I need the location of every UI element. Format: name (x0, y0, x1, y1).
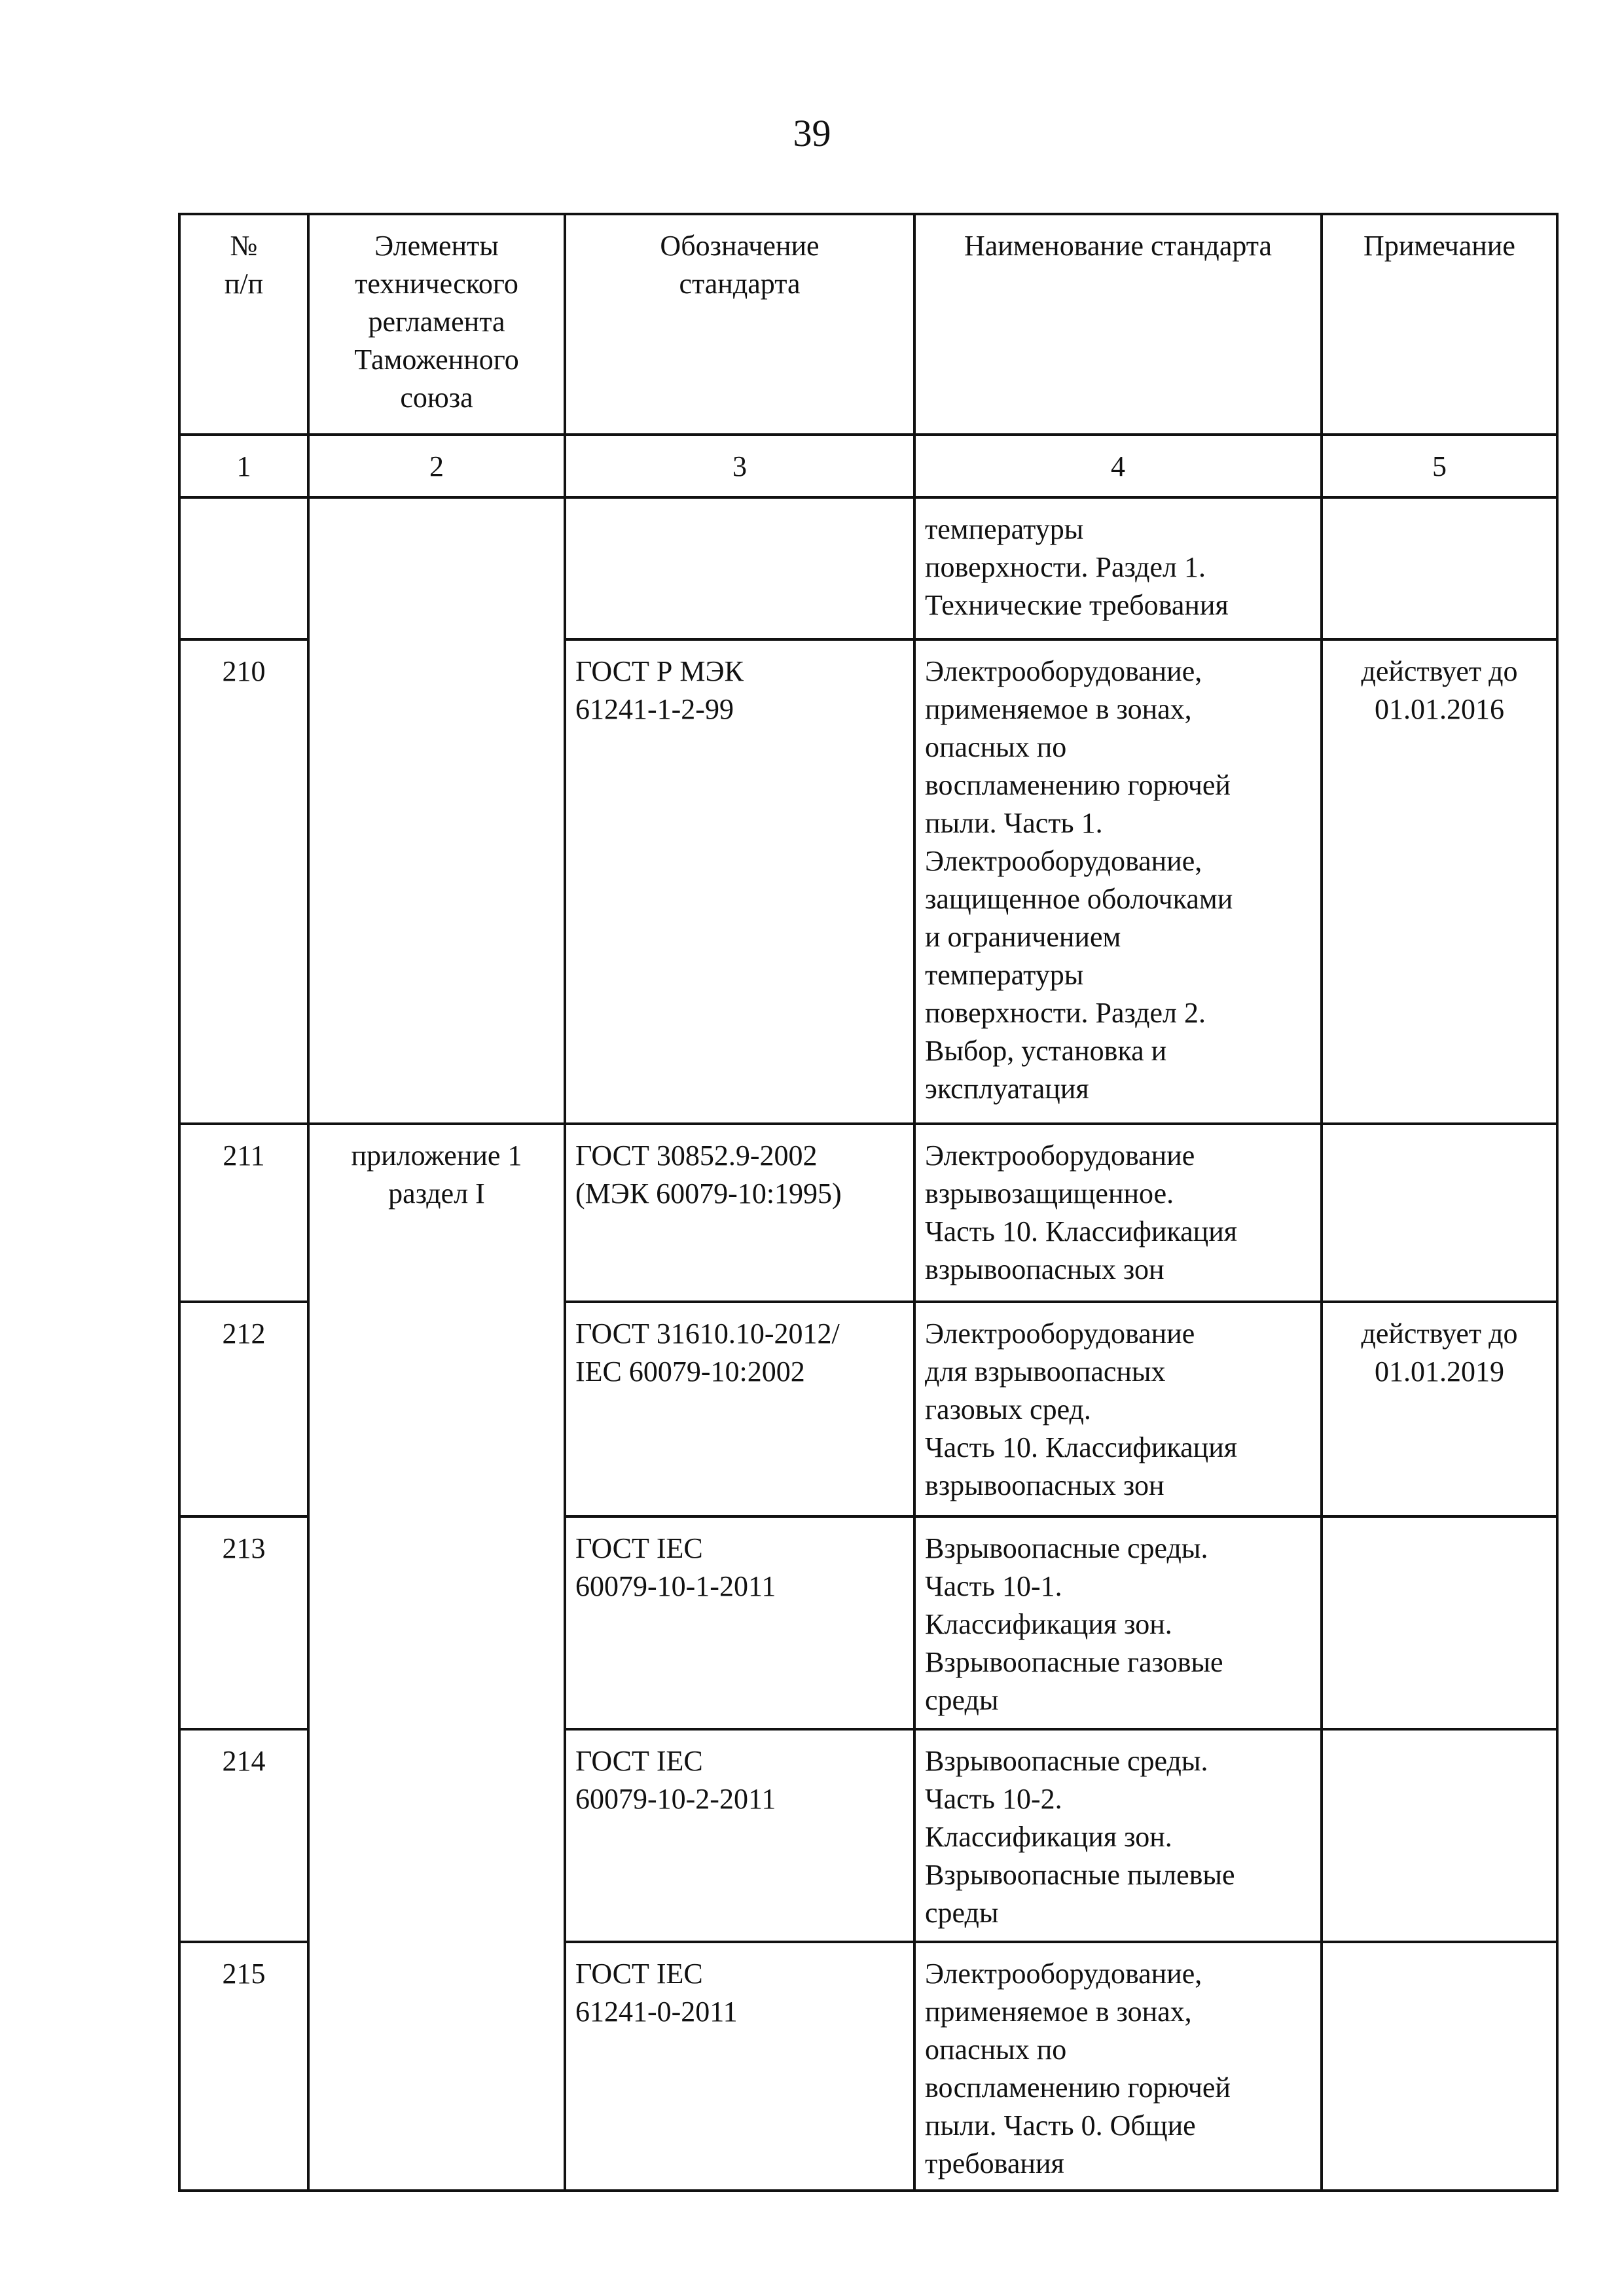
header-standard-designation: Обозначение стандарта (565, 214, 914, 435)
row-note (1322, 1729, 1557, 1942)
row-note: действует до 01.01.2019 (1322, 1302, 1557, 1516)
row-number: 213 (179, 1516, 308, 1729)
row-number (179, 497, 308, 639)
row-element (308, 497, 565, 1124)
row-number: 211 (179, 1124, 308, 1302)
page-number: 39 (793, 112, 831, 154)
column-numbers-row (179, 435, 1557, 497)
row-designation: ГОСТ 30852.9-2002 (МЭК 60079-10:1995) (565, 1124, 914, 1302)
row-standard-name: Взрывоопасные среды. Часть 10-2. Классификация зон. Взрывоопасные пылевые среды (914, 1729, 1322, 1942)
column-number: 5 (1322, 435, 1557, 497)
column-number: 3 (565, 435, 914, 497)
column-number: 2 (308, 435, 565, 497)
row-number: 214 (179, 1729, 308, 1942)
row-number: 212 (179, 1302, 308, 1516)
column-number: 4 (914, 435, 1322, 497)
table-row (179, 1124, 1557, 1302)
table-row (179, 497, 1557, 639)
row-note (1322, 1516, 1557, 1729)
row-designation: ГОСТ 31610.10-2012/ IEC 60079-10:2002 (565, 1302, 914, 1516)
column-number: 1 (179, 435, 308, 497)
row-note: действует до 01.01.2016 (1322, 639, 1557, 1124)
row-number: 210 (179, 639, 308, 1124)
row-standard-name: Электрооборудование взрывозащищенное. Часть 10. Классификация взрывоопасных зон (914, 1124, 1322, 1302)
row-standard-name: Электрооборудование для взрывоопасных газовых сред. Часть 10. Классификация взрывоопасных зон (914, 1302, 1322, 1516)
row-standard-name: температуры поверхности. Раздел 1. Технические требования (914, 497, 1322, 639)
row-designation: ГОСТ Р МЭК 61241-1-2-99 (565, 639, 914, 1124)
row-number: 215 (179, 1942, 308, 2191)
header-regulation-elements: Элементы технического регламента Таможенного союза (308, 214, 565, 435)
header-number: № п/п (179, 214, 308, 435)
row-note (1322, 497, 1557, 639)
row-standard-name: Электрооборудование, применяемое в зонах, опасных по воспламенению горючей пыли. Часть 0. Общие требования (914, 1942, 1322, 2191)
row-standard-name: Взрывоопасные среды. Часть 10-1. Классификация зон. Взрывоопасные газовые среды (914, 1516, 1322, 1729)
row-designation (565, 497, 914, 639)
row-standard-name: Электрооборудование, применяемое в зонах, опасных по воспламенению горючей пыли. Часть 1. Электрооборудование, защищенное оболочками и ограничением температуры поверхности. Раздел 2. Выбор, установка и эксплуатация (914, 639, 1322, 1124)
row-designation: ГОСТ IEC 60079-10-2-2011 (565, 1729, 914, 1942)
row-note (1322, 1124, 1557, 1302)
row-element: приложение 1 раздел I (308, 1124, 565, 2191)
table-header-row (179, 214, 1557, 435)
row-designation: ГОСТ IEC 61241-0-2011 (565, 1942, 914, 2191)
standards-table (178, 213, 1559, 2192)
row-note (1322, 1942, 1557, 2191)
row-designation: ГОСТ IEC 60079-10-1-2011 (565, 1516, 914, 1729)
header-note: Примечание (1322, 214, 1557, 435)
header-standard-name: Наименование стандарта (914, 214, 1322, 435)
